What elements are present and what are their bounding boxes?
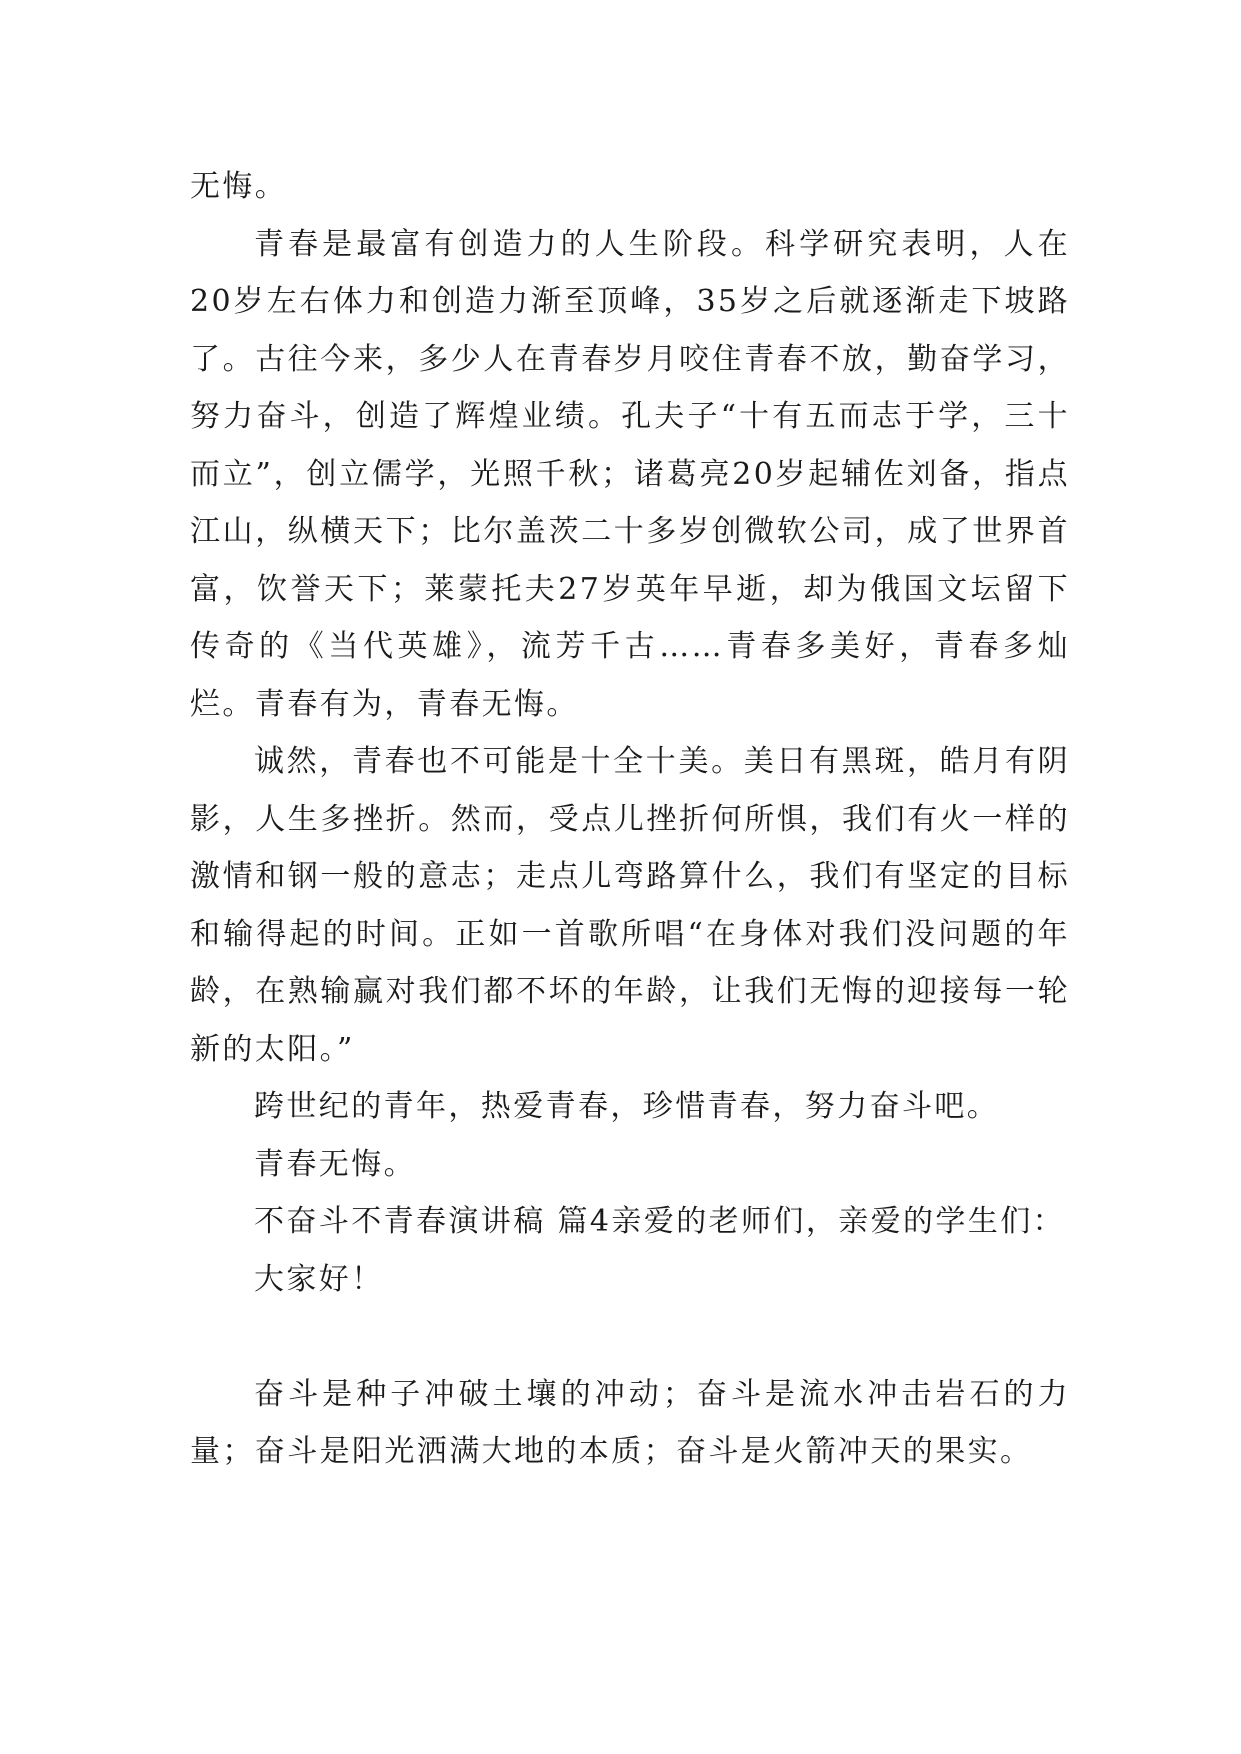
paragraph: 跨世纪的青年，热爱青春，珍惜青春，努力奋斗吧。 — [254, 1089, 1000, 1124]
paragraph: 大家好！ — [254, 1261, 384, 1297]
paragraph: 奋斗是种子冲破土壤的冲动；奋斗是流水冲击岩石的力量；奋斗是阳光洒满大地的本质；奋斗是火箭冲天的果实。 — [190, 1376, 1070, 1469]
paragraph: 诚然，青春也不可能是十全十美。美日有黑斑，皓月有阴影，人生多挫折。然而，受点儿挫折何所惧，我们有火一样的激情和钢一般的意志；走点儿弯路算什么，我们有坚定的目标和输得起的时间。正如一首歌所唱“在身体对我们没问题的年龄，在熟输赢对我们都不坏的年龄，让我们无悔的迎接每一轮新的太阳。” — [190, 744, 1070, 1067]
blank-line — [190, 1308, 1070, 1366]
paragraph: 青春是最富有创造力的人生阶段。科学研究表明，人在20岁左右体力和创造力渐至顶峰，35岁之后就逐渐走下坡路了。古往今来，多少人在青春岁月咬住青春不放，勤奋学习，努力奋斗，创造了辉煌业绩。孔夫子“十有五而志于学，三十而立”，创立儒学，光照千秋；诸葛亮20岁起辅佐刘备，指点江山，纵横天下；比尔盖茨二十多岁创微软公司，成了世界首富，饮誉天下；莱蒙托夫27岁英年早逝，却为俄国文坛留下传奇的《当代英雄》，流芳千古……青春多美好，青春多灿烂。青春有为，青春无悔。 — [190, 226, 1070, 722]
document-body — [190, 158, 1070, 1481]
paragraph: 青春无悔。 — [254, 1146, 416, 1182]
paragraph: 不奋斗不青春演讲稿 篇4亲爱的老师们，亲爱的学生们： — [254, 1204, 1066, 1239]
paragraph: 无悔。 — [190, 169, 288, 204]
